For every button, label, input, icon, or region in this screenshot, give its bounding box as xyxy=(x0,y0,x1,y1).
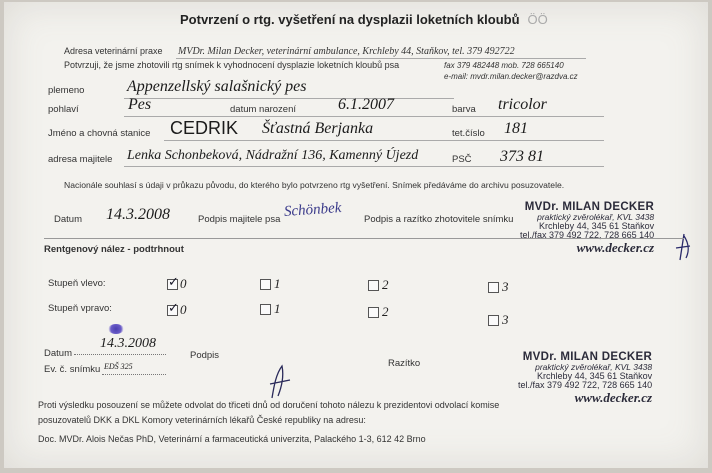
birth-value: 6.1.2007 xyxy=(338,96,394,113)
left-grade-0-checkbox[interactable] xyxy=(167,279,178,290)
right-grade-2-checkbox[interactable] xyxy=(368,307,379,318)
stamp-label: Podpis a razítko zhotovitele snímku xyxy=(364,214,514,225)
vet-address-label: Adresa veterinární praxe xyxy=(64,46,163,56)
vet-address-value: MVDr. Milan Decker, veterinární ambulance, Krchleby 44, Staňkov, tel. 379 492722 xyxy=(178,46,515,57)
ev-label: Ev. č. snímku xyxy=(44,364,101,375)
ev-field xyxy=(102,362,166,375)
owner-label: adresa majitele xyxy=(48,154,113,165)
tet-value: 181 xyxy=(504,120,528,137)
form-title-text: Potvrzení o rtg. vyšetření na dysplazii loketních kloubů xyxy=(180,12,520,27)
bottom-date-label: Datum xyxy=(44,348,72,359)
stamp2-name: MVDr. MILAN DECKER xyxy=(522,351,653,363)
right-grade-label: Stupeň vpravo: xyxy=(48,303,112,314)
bottom-date-value: 14.3.2008 xyxy=(100,336,156,351)
psc-value: 373 81 xyxy=(500,148,544,165)
ink-blot xyxy=(108,324,124,334)
bottom-signature-label: Podpis xyxy=(190,350,220,361)
left-grade-label: Stupeň vlevo: xyxy=(48,278,106,289)
right-grade-1-checkbox[interactable] xyxy=(260,304,271,315)
breed-line xyxy=(124,98,454,99)
name-line xyxy=(164,140,604,141)
right-grade-3-checkbox[interactable] xyxy=(488,315,499,326)
breed-value: Appenzellský salašnický pes xyxy=(127,78,307,95)
stamp-phone: tel./fax 379 492 722, 728 665 140 xyxy=(520,230,655,241)
consent-text: Nacionále souhlasí s údaji v průkazu původu, do kterého bylo potvrzeno rtg vyšetření. Snímek předáváme do archivu posuzovatele. xyxy=(64,180,565,190)
stamp-web: www.decker.cz xyxy=(576,239,655,255)
vet-fax: fax 379 482448 mob. 728 665140 xyxy=(444,61,564,70)
stamp2-title: praktický zvěrolékař, KVL 3438 xyxy=(535,362,653,373)
name-label: Jméno a chovná stanice xyxy=(48,128,151,139)
dog-name: CEDRIK xyxy=(170,118,239,138)
sex-value: Pes xyxy=(128,96,152,113)
left-grade-2-label: 2 xyxy=(382,277,389,292)
vet-signature-mark xyxy=(672,230,696,269)
right-grade-0-label: 0 xyxy=(180,302,187,317)
stamp-name: MVDr. MILAN DECKER xyxy=(524,201,655,213)
left-grade-1-checkbox[interactable] xyxy=(260,279,271,290)
right-grade-3-label: 3 xyxy=(502,312,509,327)
vet-stamp-bottom xyxy=(518,351,652,405)
title-mark: ÖÖ xyxy=(527,12,548,27)
divider xyxy=(44,238,684,239)
appeal-line-3: Doc. MVDr. Alois Nečas PhD, Veterinární a farmaceutická univerzita, Palackého 1-3, 612 42 Brno xyxy=(38,434,426,444)
bottom-date-field xyxy=(74,336,166,355)
left-grade-2-checkbox[interactable] xyxy=(368,280,379,291)
breed-label: plemeno xyxy=(48,85,85,96)
stamp2-phone: tel./fax 379 492 722, 728 665 140 xyxy=(518,380,653,391)
findings-heading: Rentgenový nález - podtrhnout xyxy=(44,244,184,255)
owner-signature: Schönbek xyxy=(283,200,342,220)
stamp2-address: Krchleby 44, 345 61 Staňkov xyxy=(537,370,653,381)
appeal-line-1: Proti výsledku posouzení se můžete odvolat do třiceti dnů od doručení tohoto nálezu k prezidentovi odvolací komise xyxy=(38,400,500,410)
razitko-label: Razítko xyxy=(388,358,421,369)
owner-line xyxy=(124,166,604,167)
vet-address-line xyxy=(176,58,586,59)
confirm-text: Potvrzuji, že jsme zhotovili rtg snímek k vyhodnocení dysplazie loketních kloubů psa xyxy=(64,60,400,70)
appeal-line-2: posuzovatelů DKK a DKL Komory veterinárních lékařů České republiky na adresu: xyxy=(38,415,366,425)
left-grade-3-label: 3 xyxy=(502,279,509,294)
form-title xyxy=(180,12,548,27)
right-grade-0-checkbox[interactable] xyxy=(167,305,178,316)
psc-label: PSČ xyxy=(452,154,472,165)
birth-label: datum narození xyxy=(230,104,297,115)
vet-stamp xyxy=(520,201,654,255)
right-grade-2-label: 2 xyxy=(382,304,389,319)
kennel-value: Šťastná Berjanka xyxy=(262,120,374,137)
vet-email: e-mail: mvdr.milan.decker@razdva.cz xyxy=(444,72,578,81)
left-grade-0-label: 0 xyxy=(180,276,187,291)
tet-label: tet.číslo xyxy=(452,128,485,139)
color-label: barva xyxy=(452,104,476,115)
sex-line xyxy=(124,116,604,117)
date-label: Datum xyxy=(54,214,82,225)
stamp-title: praktický zvěrolékař, KVL 3438 xyxy=(537,212,655,223)
color-value: tricolor xyxy=(498,96,547,113)
ev-value: EDŠ 325 xyxy=(104,362,133,371)
form-sheet xyxy=(4,2,708,468)
left-grade-3-checkbox[interactable] xyxy=(488,282,499,293)
sex-label: pohlaví xyxy=(48,104,79,115)
stamp-address: Krchleby 44, 345 61 Staňkov xyxy=(539,220,655,231)
stamp2-web: www.decker.cz xyxy=(574,389,653,405)
left-grade-1-label: 1 xyxy=(274,276,281,291)
date-value: 14.3.2008 xyxy=(106,206,170,223)
right-grade-1-label: 1 xyxy=(274,301,281,316)
owner-value: Lenka Schonbeková, Nádražní 136, Kamenný Újezd xyxy=(127,148,419,163)
owner-signature-label: Podpis majitele psa xyxy=(198,214,281,225)
